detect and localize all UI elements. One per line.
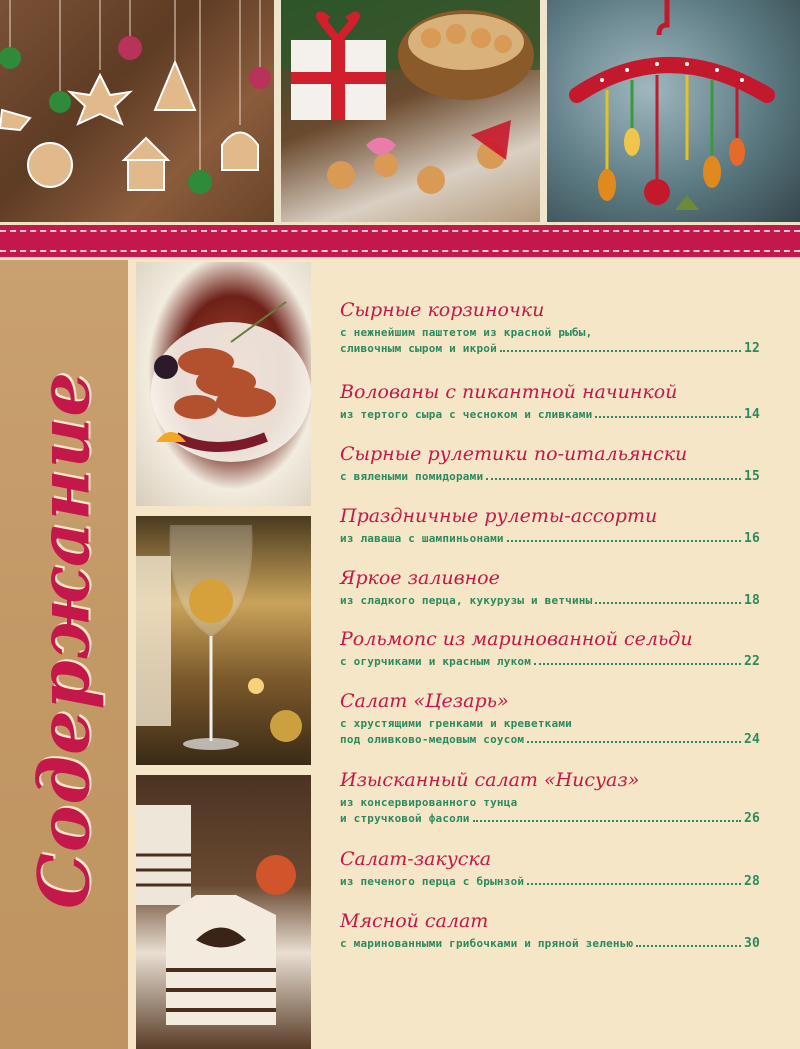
red-stitched-ribbon	[0, 222, 800, 260]
toc-title: Праздничные рулеты-ассорти	[340, 505, 658, 527]
hanging-toys-illustration	[547, 0, 800, 222]
toc-entry-caesar-salad[interactable]	[340, 689, 760, 748]
toc-entry-vol-au-vent[interactable]	[340, 380, 760, 423]
duck-breast-illustration	[136, 262, 311, 506]
toc-entry-aspic[interactable]	[340, 566, 760, 609]
toc-entry-cheese-rolls[interactable]	[340, 442, 760, 485]
toc-title: Волованы с пикантной начинкой	[340, 381, 678, 403]
toc-subtitle: с нежнейшим паштетом из красной рыбы, сливочным сыром и икрой 12	[340, 326, 760, 356]
photo-divider	[540, 0, 547, 222]
toc-page-number: 18	[743, 593, 760, 608]
wine-glass-illustration	[136, 516, 311, 765]
toc-title: Рольмопс из маринованной сельди	[340, 628, 693, 650]
gift-box-cookies-photo	[281, 0, 540, 222]
ribbon-stitch	[0, 250, 800, 252]
toc-entry-salad-snack[interactable]	[340, 847, 760, 890]
toc-title: Яркое заливное	[340, 567, 500, 589]
page-title: Содержание	[22, 371, 106, 909]
toc-page-number: 22	[743, 654, 760, 669]
gingerbread-ornaments-illustration	[0, 0, 274, 222]
toc-page-number: 24	[743, 732, 760, 747]
toc-page-number: 16	[743, 531, 760, 546]
toc-entry-nicoise-salad[interactable]	[340, 768, 760, 827]
toc-entry-meat-salad[interactable]	[340, 909, 760, 952]
gift-box-cookies-illustration	[281, 0, 540, 222]
toc-entry-assorted-rolls[interactable]	[340, 504, 760, 547]
ribbon-stitch	[0, 230, 800, 232]
toc-page-number: 12	[743, 341, 760, 356]
duck-breast-dish-photo	[136, 262, 311, 506]
toc-page-number: 14	[743, 407, 760, 422]
photo-divider	[274, 0, 281, 222]
toc-entry-rollmops[interactable]	[340, 627, 760, 670]
toc-subtitle: из лаваша с шампиньонами 16	[340, 531, 760, 546]
toc-subtitle: из печеного перца с брынзой 28	[340, 874, 760, 889]
cake-dessert-illustration	[136, 775, 311, 1049]
hanging-toys-photo	[547, 0, 800, 222]
gingerbread-ornaments-photo	[0, 0, 274, 222]
toc-subtitle: с огурчиками и красным луком 22	[340, 654, 760, 669]
toc-subtitle: из сладкого перца, кукурузы и ветчины 18	[340, 593, 760, 608]
toc-subtitle: с хрустящими гренками и креветками под оливково-медовым соусом 24	[340, 717, 760, 747]
toc-page-number: 30	[743, 936, 760, 951]
toc-title: Мясной салат	[340, 910, 489, 932]
toc-title: Салат «Цезарь»	[340, 690, 509, 712]
toc-subtitle: с вялеными помидорами 15	[340, 469, 760, 484]
toc-title: Сырные рулетики по-итальянски	[340, 443, 688, 465]
toc-subtitle: из консервированного тунца и стручковой фасоли 26	[340, 796, 760, 826]
toc-title: Изысканный салат «Нисуаз»	[340, 769, 640, 791]
toc-subtitle: из тертого сыра с чесноком и сливками 14	[340, 407, 760, 422]
toc-page-number: 26	[743, 811, 760, 826]
toc-title: Салат-закуска	[340, 848, 492, 870]
toc-page-number: 28	[743, 874, 760, 889]
toc-subtitle: с маринованными грибочками и пряной зеленью 30	[340, 936, 760, 951]
toc-entry-cheese-baskets[interactable]	[340, 298, 760, 357]
cake-dessert-photo	[136, 775, 311, 1049]
toc-page-number: 15	[743, 469, 760, 484]
toc-title: Сырные корзиночки	[340, 299, 545, 321]
wine-glass-photo	[136, 516, 311, 765]
